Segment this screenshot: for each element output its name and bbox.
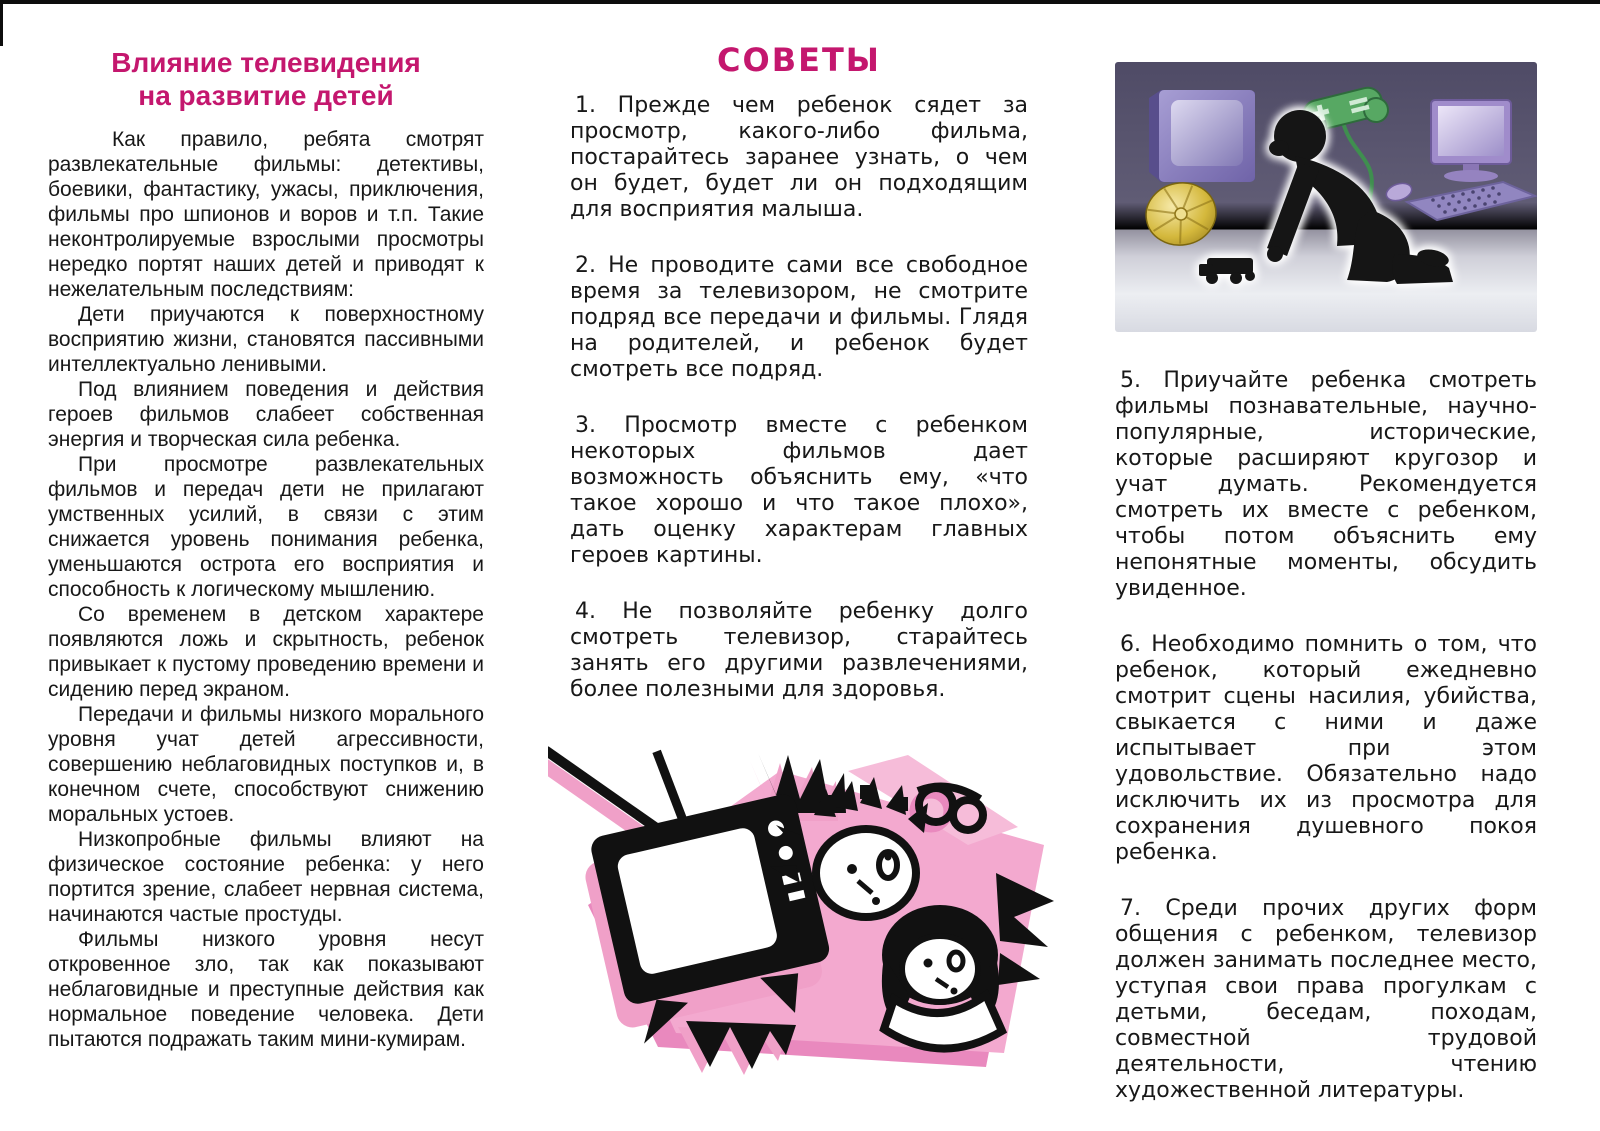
paragraph: При просмотре развлекательных фильмов и передач дети не прилагают умственных усилий, в связи с этим снижается уровень понимания ребенка, уменьшаются острота его восприятия и способность к логическому мышлению. [48, 453, 484, 601]
paragraph: Передачи и фильмы низкого морального уровня учат детей агрессивности, совершению неблаговидных поступков и, в конечном счете, способствуют снижению моральных устоев. [48, 703, 484, 826]
left-column [48, 46, 484, 1052]
tip-3: 3. Просмотр вместе с ребенком некоторых фильмов дает возможность объяснить ему, «что такое хорошо и что такое плохо», дать оценку характерам главных героев картины. [570, 413, 1028, 568]
tip-1: 1. Прежде чем ребенок сядет за просмотр, какого-либо фильма, постарайтесь заранее узнать, о чем он будет, будет ли он подходящим для восприятия малыша. [570, 93, 1028, 222]
crt-tv-icon [1149, 90, 1255, 182]
right-column [1115, 62, 1537, 1104]
paragraph: Низкопробные фильмы влияют на физическое состояние ребенка: у него портится зрение, слабеет нервная система, начинаются частые простуды. [48, 828, 484, 926]
spikes-right [996, 873, 1054, 985]
kids-watching-tv-illustration [548, 695, 1060, 1087]
scan-artifact-top [0, 0, 1600, 4]
scan-artifact-left [0, 0, 3, 46]
tip-7: 7. Среди прочих других форм общения с ребенком, телевизор должен занимать последнее место, уступая свои права прогулкам с детьми, беседам, походам, совместной трудовой деятельности, чтению художественной литературы. [1115, 896, 1537, 1103]
page-title-line1: Влияние телевидения [111, 47, 421, 78]
paragraph: Как правило, ребята смотрят развлекательные фильмы: детективы, боевики, фантастику, ужасы, приключения, фильмы про шпионов и воров и т.п. Такие неконтролируемые взрослыми просмотры нередко портят наших детей и приводят к нежелательным последствиям: [48, 128, 484, 301]
middle-column [570, 40, 1028, 703]
spikes-bottom [678, 1021, 796, 1075]
tips-title: СОВЕТЫ [717, 41, 881, 79]
child-electronics-photo [1115, 62, 1537, 332]
paragraph: Дети приучаются к поверхностному восприятию жизни, становятся пассивными интеллектуально ленивыми. [48, 303, 484, 376]
paragraph: Под влиянием поведения и действия героев фильмов слабеет собственная энергия и творческая сила ребенка. [48, 378, 484, 451]
page-title [48, 46, 484, 112]
page-title-line2: на развитие детей [138, 80, 394, 111]
tip-4: 4. Не позволяйте ребенку долго смотреть телевизор, старайтесь занять его другими развлечениями, более полезными для здоровья. [570, 599, 1028, 702]
kids-watching-tv-clipart [548, 695, 1060, 1087]
tips-list-5-7 [1115, 368, 1537, 1104]
paragraph: Фильмы низкого уровня несут откровенное зло, так как показывают неблаговидные и преступные действия как нормальное поведение человека. Дети пытаются подражать таким мини-кумирам. [48, 928, 484, 1051]
tips-list-1-4 [570, 93, 1028, 703]
tip-2: 2. Не проводите сами все свободное время за телевизором, не смотрите подряд все передачи и фильмы. Глядя на родителей, и ребенок будет смотреть все подряд. [570, 253, 1028, 382]
left-column-body [48, 127, 484, 1052]
tip-6: 6. Необходимо помнить о том, что ребенок, который ежедневно смотрит сцены насилия, убийства, свыкается с ними и даже испытывает при этом удовольствие. Обязательно надо исключить их из просмотра для сохранения душевного покоя ребенка. [1115, 632, 1537, 865]
kid-bob-hair [882, 905, 1002, 1049]
tip-5: 5. Приучайте ребенка смотреть фильмы познавательные, научно-популярные, исторические, которые расширяют кругозор и учат думать. Рекомендуется смотреть их вместе с ребенком, чтобы потом объяснить ему непонятные моменты, обсудить увиденное. [1115, 368, 1537, 601]
paragraph: Со временем в детском характере появляются ложь и скрытность, ребенок привыкает к пустому проведению времени и сидению перед экраном. [48, 603, 484, 701]
